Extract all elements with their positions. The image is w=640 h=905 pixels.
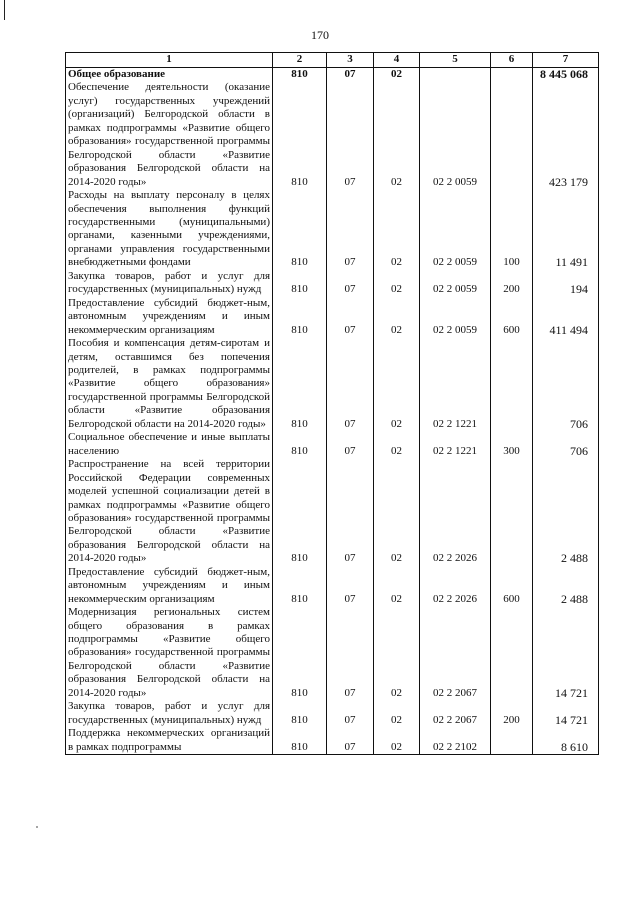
row-target-article: 02 2 0059 — [420, 270, 491, 297]
table-body — [66, 68, 599, 755]
row-expense-type: 100 — [491, 189, 533, 270]
row-description: Предоставление субсидий бюджет-ным, автономным учреждениям и иным некоммерческим организациям — [66, 566, 273, 606]
row-expense-type — [491, 337, 533, 431]
row-expense-type — [491, 68, 533, 82]
row-expense-type — [491, 81, 533, 189]
row-section: 07 — [327, 727, 374, 754]
row-section: 07 — [327, 297, 374, 337]
row-section: 07 — [327, 189, 374, 270]
row-section: 07 — [327, 337, 374, 431]
row-expense-type: 600 — [491, 297, 533, 337]
row-description: Закупка товаров, работ и услуг для государственных (муниципальных) нужд — [66, 700, 273, 727]
table-row — [66, 431, 599, 458]
row-amount: 14 721 — [533, 700, 599, 727]
row-description: Закупка товаров, работ и услуг для государственных (муниципальных) нужд — [66, 270, 273, 297]
row-subsection: 02 — [374, 606, 420, 700]
row-admin-code: 810 — [273, 431, 327, 458]
table-row — [66, 337, 599, 431]
header-col-7: 7 — [533, 53, 599, 68]
row-description: Модернизация региональных систем общего образования в рамках подпрограммы «Развитие общего образования» государственной программы Белгородской области «Развитие образования Белгородской области на 2014-2020 годы» — [66, 606, 273, 700]
row-section: 07 — [327, 606, 374, 700]
row-expense-type: 600 — [491, 566, 533, 606]
row-admin-code: 810 — [273, 606, 327, 700]
row-subsection: 02 — [374, 270, 420, 297]
row-target-article: 02 2 2067 — [420, 700, 491, 727]
row-description: Пособия и компенсация детям-сиротам и детям, оставшимся без попечения родителей, в рамках подпрограммы «Развитие общего образования» государственной программы Белгородской области «Развитие образования Белгородской области на 2014-2020 годы» — [66, 337, 273, 431]
row-expense-type — [491, 606, 533, 700]
table-row — [66, 458, 599, 566]
row-section: 07 — [327, 566, 374, 606]
row-expense-type — [491, 727, 533, 754]
row-section: 07 — [327, 700, 374, 727]
row-amount: 706 — [533, 431, 599, 458]
header-col-4: 4 — [374, 53, 420, 68]
table-row — [66, 68, 599, 82]
row-amount: 2 488 — [533, 458, 599, 566]
row-admin-code: 810 — [273, 189, 327, 270]
row-amount: 194 — [533, 270, 599, 297]
row-description: Поддержка некоммерческих организаций в рамках подпрограммы — [66, 727, 273, 754]
row-section: 07 — [327, 431, 374, 458]
budget-table — [65, 52, 599, 755]
table-row — [66, 81, 599, 189]
row-admin-code: 810 — [273, 337, 327, 431]
table-row — [66, 566, 599, 606]
row-target-article: 02 2 0059 — [420, 81, 491, 189]
header-col-2: 2 — [273, 53, 327, 68]
row-amount: 706 — [533, 337, 599, 431]
row-subsection: 02 — [374, 458, 420, 566]
row-section: 07 — [327, 458, 374, 566]
row-admin-code: 810 — [273, 297, 327, 337]
row-description: Обеспечение деятельности (оказание услуг) государственных учреждений (организаций) Белгородской области в рамках подпрограммы «Развитие общего образования» государственной программы Белгородской области «Развитие образования Белгородской области на 2014-2020 годы» — [66, 81, 273, 189]
row-subsection: 02 — [374, 189, 420, 270]
scan-dust-mark — [36, 826, 38, 828]
row-amount: 423 179 — [533, 81, 599, 189]
row-admin-code: 810 — [273, 68, 327, 82]
row-subsection: 02 — [374, 68, 420, 82]
page-number: 170 — [311, 28, 329, 42]
row-admin-code: 810 — [273, 566, 327, 606]
scan-edge-mark — [4, 0, 5, 20]
row-subsection: 02 — [374, 337, 420, 431]
row-description: Расходы на выплату персоналу в целях обеспечения выполнения функций государственными (муниципальными) органами, казенными учреждениями, органами управления государственными внебюджетными фондами — [66, 189, 273, 270]
row-target-article: 02 2 2026 — [420, 458, 491, 566]
table-row — [66, 727, 599, 754]
row-section: 07 — [327, 68, 374, 82]
row-amount: 8 445 068 — [533, 68, 599, 82]
row-subsection: 02 — [374, 81, 420, 189]
row-target-article: 02 2 1221 — [420, 431, 491, 458]
row-admin-code: 810 — [273, 458, 327, 566]
row-subsection: 02 — [374, 566, 420, 606]
row-target-article: 02 2 0059 — [420, 297, 491, 337]
header-col-6: 6 — [491, 53, 533, 68]
row-expense-type: 300 — [491, 431, 533, 458]
row-description: Предоставление субсидий бюджет-ным, автономным учреждениям и иным некоммерческим организациям — [66, 297, 273, 337]
row-description: Социальное обеспечение и иные выплаты населению — [66, 431, 273, 458]
row-expense-type — [491, 458, 533, 566]
row-subsection: 02 — [374, 727, 420, 754]
row-admin-code: 810 — [273, 270, 327, 297]
row-target-article: 02 2 1221 — [420, 337, 491, 431]
row-subsection: 02 — [374, 297, 420, 337]
row-target-article — [420, 68, 491, 82]
row-amount: 8 610 — [533, 727, 599, 754]
row-amount: 411 494 — [533, 297, 599, 337]
row-target-article: 02 2 2102 — [420, 727, 491, 754]
row-subsection: 02 — [374, 700, 420, 727]
table-row — [66, 270, 599, 297]
header-col-3: 3 — [327, 53, 374, 68]
row-admin-code: 810 — [273, 81, 327, 189]
row-target-article: 02 2 2026 — [420, 566, 491, 606]
table-row — [66, 189, 599, 270]
row-amount: 11 491 — [533, 189, 599, 270]
row-admin-code: 810 — [273, 727, 327, 754]
row-amount: 14 721 — [533, 606, 599, 700]
row-description: Общее образование — [66, 68, 273, 82]
row-admin-code: 810 — [273, 700, 327, 727]
row-section: 07 — [327, 270, 374, 297]
header-col-1: 1 — [66, 53, 273, 68]
table-row — [66, 297, 599, 337]
table-row — [66, 606, 599, 700]
header-row — [66, 53, 599, 68]
table-row — [66, 700, 599, 727]
header-col-5: 5 — [420, 53, 491, 68]
row-expense-type: 200 — [491, 700, 533, 727]
row-target-article: 02 2 0059 — [420, 189, 491, 270]
row-expense-type: 200 — [491, 270, 533, 297]
row-description: Распространение на всей территории Российской Федерации современных моделей успешной социализации детей в рамках подпрограммы «Развитие общего образования» государственной программы Белгородской области «Развитие образования Белгородской области на 2014-2020 годы» — [66, 458, 273, 566]
row-amount: 2 488 — [533, 566, 599, 606]
row-section: 07 — [327, 81, 374, 189]
row-target-article: 02 2 2067 — [420, 606, 491, 700]
row-subsection: 02 — [374, 431, 420, 458]
